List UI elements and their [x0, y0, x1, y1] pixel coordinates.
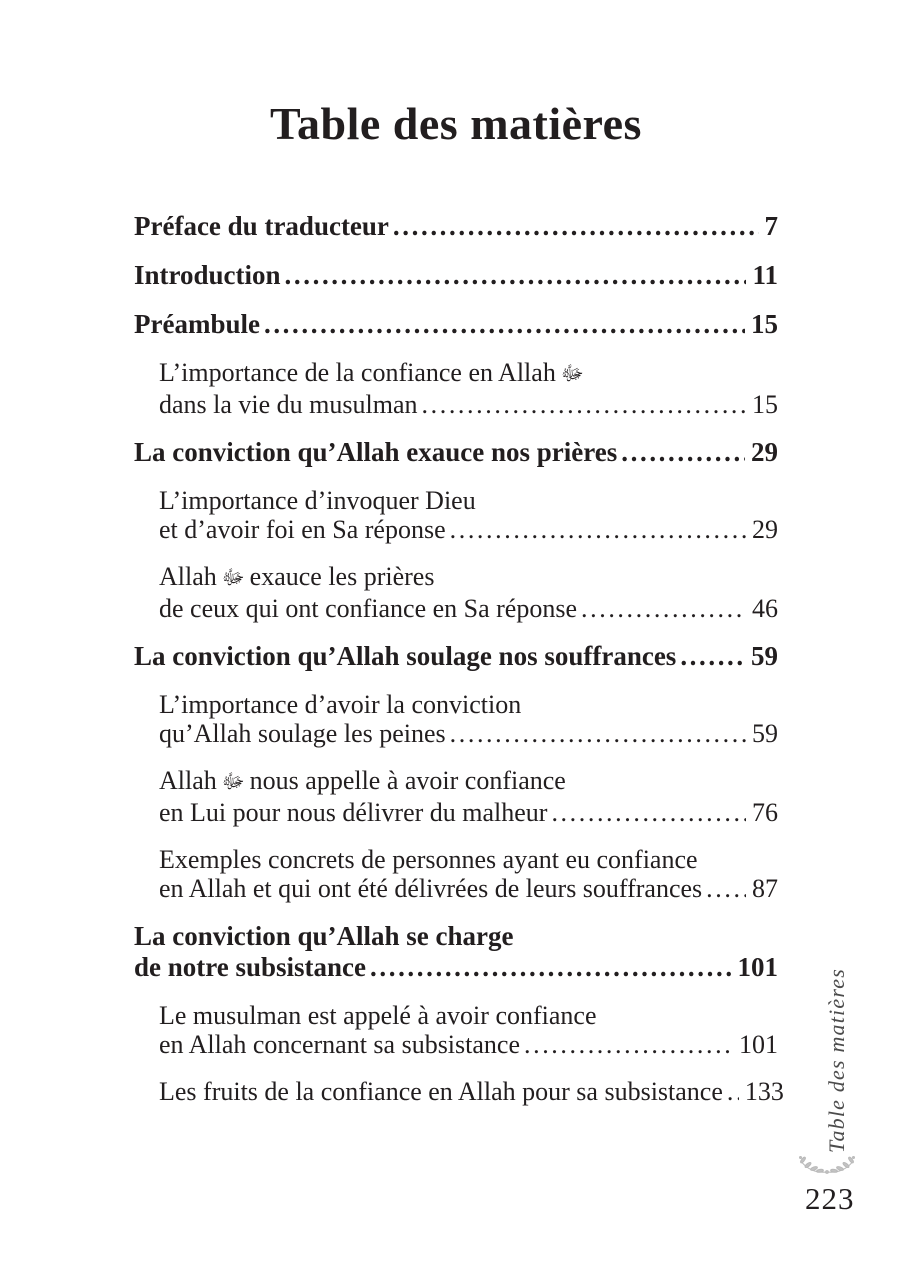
toc-content-column: [134, 0, 784, 1124]
toc-page-number: 101: [739, 1029, 778, 1059]
toc-entry-label: exauce les prières: [249, 561, 435, 591]
toc-entry-line: Exemples concrets de personnes ayant eu confiance: [159, 844, 698, 874]
dot-leader: [706, 874, 746, 903]
dot-leader: [621, 437, 745, 468]
toc-page-number: 87: [752, 873, 778, 903]
toc-entry-line: Le musulman est appelé à avoir confiance: [159, 1000, 597, 1030]
toc-page-number: 29: [752, 514, 778, 544]
toc-entry: [134, 921, 778, 983]
toc-entry-label: La conviction qu’Allah soulage nos souffrances: [134, 640, 677, 671]
toc-entry-label: en Lui pour nous délivrer du malheur: [159, 797, 548, 827]
allah-calligraphy-icon: ﷻ: [560, 362, 584, 385]
toc-entry: [134, 845, 778, 903]
toc-entry-label: de notre subsistance: [134, 951, 367, 982]
toc-entry: [134, 690, 778, 748]
dot-leader: [450, 515, 746, 544]
toc-entry-label: La conviction qu’Allah exauce nos prières: [134, 436, 618, 467]
toc-entry: [134, 437, 778, 468]
page-number: 223: [805, 1181, 855, 1216]
margin-tab-label: Table des matières: [824, 968, 849, 1153]
dot-leader: [581, 594, 746, 623]
dot-leader: [264, 309, 745, 340]
toc-entry-label: en Allah et qui ont été délivrées de leurs souffrances: [159, 873, 703, 903]
toc-page-number: 46: [752, 593, 778, 623]
toc-entry-label: L’importance de la confiance en Allah: [159, 357, 556, 387]
toc-entry-label: en Allah concernant sa subsistance: [159, 1029, 520, 1059]
toc-entry: [134, 1001, 778, 1059]
toc-entry: [134, 309, 778, 340]
toc-page-number: 7: [764, 210, 778, 241]
toc-entry: [134, 358, 778, 419]
toc-page-number: 133: [744, 1076, 784, 1106]
toc-entry: [134, 766, 778, 827]
toc-entry: [134, 260, 778, 291]
toc-entry-line: L’importance d’avoir la conviction: [159, 689, 522, 719]
toc-entry-line: L’importance d’invoquer Dieu: [159, 485, 476, 515]
toc-page-number: 101: [737, 951, 778, 982]
toc-entry-label: Introduction: [134, 259, 281, 290]
toc-entry-label: et d’avoir foi en Sa réponse: [159, 514, 446, 544]
toc-entry: [134, 211, 778, 242]
toc-entry-line: La conviction qu’Allah se charge: [134, 920, 514, 951]
toc-entry-label: de ceux qui ont confiance en Sa réponse: [159, 593, 578, 623]
toc-entry-label: nous appelle à avoir confiance: [249, 765, 566, 795]
toc-page-number: 59: [752, 718, 778, 748]
toc-entry-label: Préface du traducteur: [134, 210, 389, 241]
dot-leader: [393, 211, 759, 242]
toc-entry-line: [159, 766, 778, 798]
allah-calligraphy-icon: ﷻ: [221, 770, 245, 793]
dot-leader: [524, 1030, 733, 1059]
toc-entry-label: Allah: [159, 765, 217, 795]
page-title: Table des matières: [270, 98, 642, 149]
toc-page-number: 15: [752, 389, 778, 419]
dot-leader: [285, 260, 747, 291]
dot-leader: [422, 390, 746, 419]
toc-entry: [134, 641, 778, 672]
toc-entry-line: [159, 562, 778, 594]
toc-entry-label: Préambule: [134, 308, 260, 339]
toc-entry-label: qu’Allah soulage les peines: [159, 718, 446, 748]
toc-entry: [134, 562, 778, 623]
toc-page-number: 29: [751, 436, 778, 467]
dot-leader: [680, 641, 745, 672]
toc-entry-label: Allah: [159, 561, 217, 591]
toc-entry-line: [159, 358, 778, 390]
toc-entry: [134, 486, 778, 544]
toc-page-number: 11: [752, 259, 778, 290]
toc-page-number: 76: [752, 797, 778, 827]
toc-entry: [134, 1076, 784, 1106]
toc-entry-label: Les fruits de la confiance en Allah pour sa subsistance: [159, 1076, 723, 1106]
table-of-contents: [134, 210, 784, 1106]
allah-calligraphy-icon: ﷻ: [221, 566, 245, 589]
toc-page-number: 15: [751, 308, 778, 339]
toc-page-number: 59: [751, 640, 778, 671]
toc-entry-label: dans la vie du musulman: [159, 389, 418, 419]
dot-leader: [727, 1077, 739, 1106]
dot-leader: [450, 719, 746, 748]
dot-leader: [551, 798, 746, 827]
dot-leader: [370, 952, 731, 983]
